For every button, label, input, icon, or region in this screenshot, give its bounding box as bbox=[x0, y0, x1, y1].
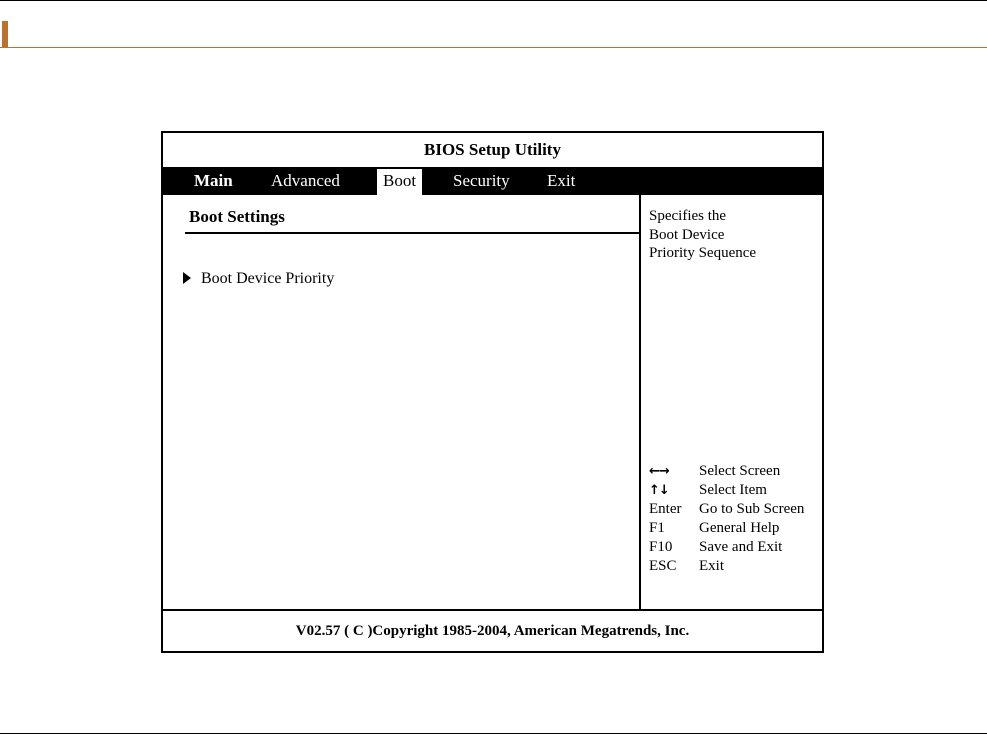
key-row bbox=[649, 538, 825, 557]
submenu-triangle-icon bbox=[183, 272, 191, 284]
key-description: General Help bbox=[699, 520, 780, 536]
page-top-rule bbox=[0, 0, 987, 1]
help-line: Specifies the bbox=[649, 208, 727, 224]
pane-divider bbox=[639, 195, 641, 609]
menu-tab-boot[interactable]: Boot bbox=[377, 169, 422, 195]
key-row bbox=[649, 481, 825, 500]
help-pane bbox=[649, 207, 819, 263]
menu-tab-main[interactable]: Main bbox=[194, 171, 233, 190]
key-name: ESC bbox=[649, 558, 677, 574]
key-description: Save and Exit bbox=[699, 539, 783, 555]
section-title: Boot Settings bbox=[189, 207, 285, 226]
help-line: Boot Device bbox=[649, 226, 725, 243]
bios-menu-bar bbox=[163, 167, 822, 195]
key-row bbox=[649, 500, 825, 519]
section-underline bbox=[185, 232, 639, 234]
header-rule bbox=[0, 47, 987, 48]
key-row bbox=[649, 557, 825, 576]
bios-title: BIOS Setup Utility bbox=[424, 140, 561, 159]
header-accent-bar bbox=[2, 21, 8, 48]
key-row bbox=[649, 462, 825, 481]
copyright-footer: V02.57 ( C )Copyright 1985-2004, American Megatrends, Inc. bbox=[295, 623, 690, 639]
up-down-arrows-icon: ↑↓ bbox=[649, 483, 669, 498]
menu-tab-exit[interactable]: Exit bbox=[547, 171, 576, 190]
page-header-strip bbox=[0, 21, 987, 49]
boot-device-priority-label: Boot Device Priority bbox=[201, 270, 335, 287]
key-name: F1 bbox=[649, 520, 665, 536]
left-right-arrows-icon: ←→ bbox=[649, 464, 669, 479]
menu-tab-advanced[interactable]: Advanced bbox=[271, 171, 340, 190]
help-line: Priority Sequence bbox=[649, 245, 757, 261]
bios-screen bbox=[161, 131, 824, 653]
boot-device-priority-item[interactable] bbox=[183, 270, 334, 288]
key-description: Exit bbox=[699, 558, 724, 574]
key-legend bbox=[649, 462, 825, 576]
page-bottom-rule bbox=[0, 733, 987, 734]
key-description: Select Screen bbox=[699, 463, 781, 479]
menu-tab-security[interactable]: Security bbox=[453, 171, 510, 190]
settings-pane bbox=[163, 195, 639, 609]
key-description: Go to Sub Screen bbox=[699, 501, 805, 517]
key-description: Select Item bbox=[699, 482, 767, 498]
key-name: Enter bbox=[649, 501, 682, 517]
key-name: F10 bbox=[649, 539, 673, 555]
key-row bbox=[649, 519, 825, 538]
